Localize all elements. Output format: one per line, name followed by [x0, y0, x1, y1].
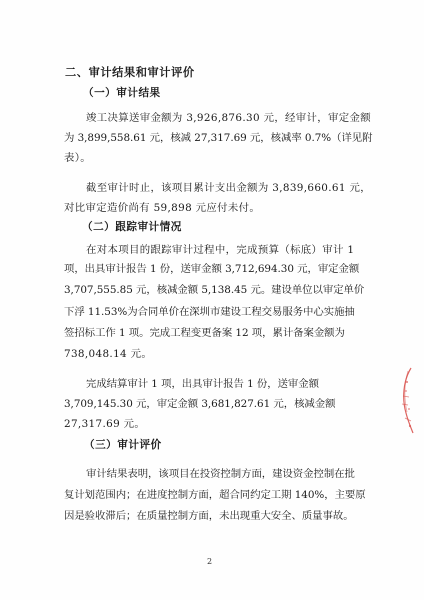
tracking-audit-line-2: 项，出具审计报告 1 份，送审金额 3,712,694.30 元，审定金额: [64, 263, 360, 275]
settlement-audit-line-1: 完成结算审计 1 项，出具审计报告 1 份，送审金额: [86, 378, 319, 390]
audit-evaluation-line-3: 因是验收滞后；在质量控制方面，未出现重大安全、质量事故。: [64, 510, 354, 522]
audit-result-line-1: 竣工决算送审金额为 3,926,876.30 元，经审计，审定金额: [86, 112, 371, 124]
settlement-audit-line-3: 27,317.69 元。: [64, 418, 146, 430]
audit-result-line-2: 为 3,899,558.61 元，核减 27,317.69 元，核减率 0.7%（详见附: [64, 132, 373, 144]
subsection-heading-tracking-audit: （二）跟踪审计情况: [82, 221, 182, 233]
tracking-audit-line-4: 下浮 11.53%为合同单价在深圳市建设工程交易服务中心实施抽: [64, 306, 355, 318]
subsection-heading-audit-evaluation: （三）审计评价: [84, 439, 162, 451]
audit-evaluation-line-2: 复计划范围内；在进度控制方面，超合同约定工期 140%，主要原: [64, 489, 366, 501]
tracking-audit-line-3: 3,707,555.85 元，核减金额 5,138.45 元。建设单位以审定单价: [64, 284, 365, 296]
settlement-audit-line-2: 3,709,145.30 元，审定金额 3,681,827.61 元，核减金额: [64, 398, 336, 410]
seal-stamp-icon: [398, 366, 415, 434]
audit-evaluation-line-1: 审计结果表明，该项目在投资控制方面，建设资金控制在批: [86, 468, 355, 480]
tracking-audit-line-5: 签招标工作 1 项。完成工程变更备案 12 项，累计备案金额为: [64, 327, 345, 339]
audit-expense-line-2: 对比审定造价尚有 59,898 元应付未付。: [64, 202, 261, 214]
subsection-heading-audit-result: （一）审计结果: [83, 87, 161, 99]
audit-result-line-3: 表）。: [64, 152, 92, 164]
page-number: 2: [207, 557, 213, 566]
section-title: 二、审计结果和审计评价: [65, 65, 195, 79]
audit-expense-line-1: 截至审计时止，该项目累计支出金额为 3,839,660.61 元，: [86, 182, 371, 194]
tracking-audit-line-1: 在对本项目的跟踪审计过程中，完成预算（标底）审计 1: [86, 244, 355, 256]
tracking-audit-line-6: 738,048.14 元。: [64, 348, 153, 360]
